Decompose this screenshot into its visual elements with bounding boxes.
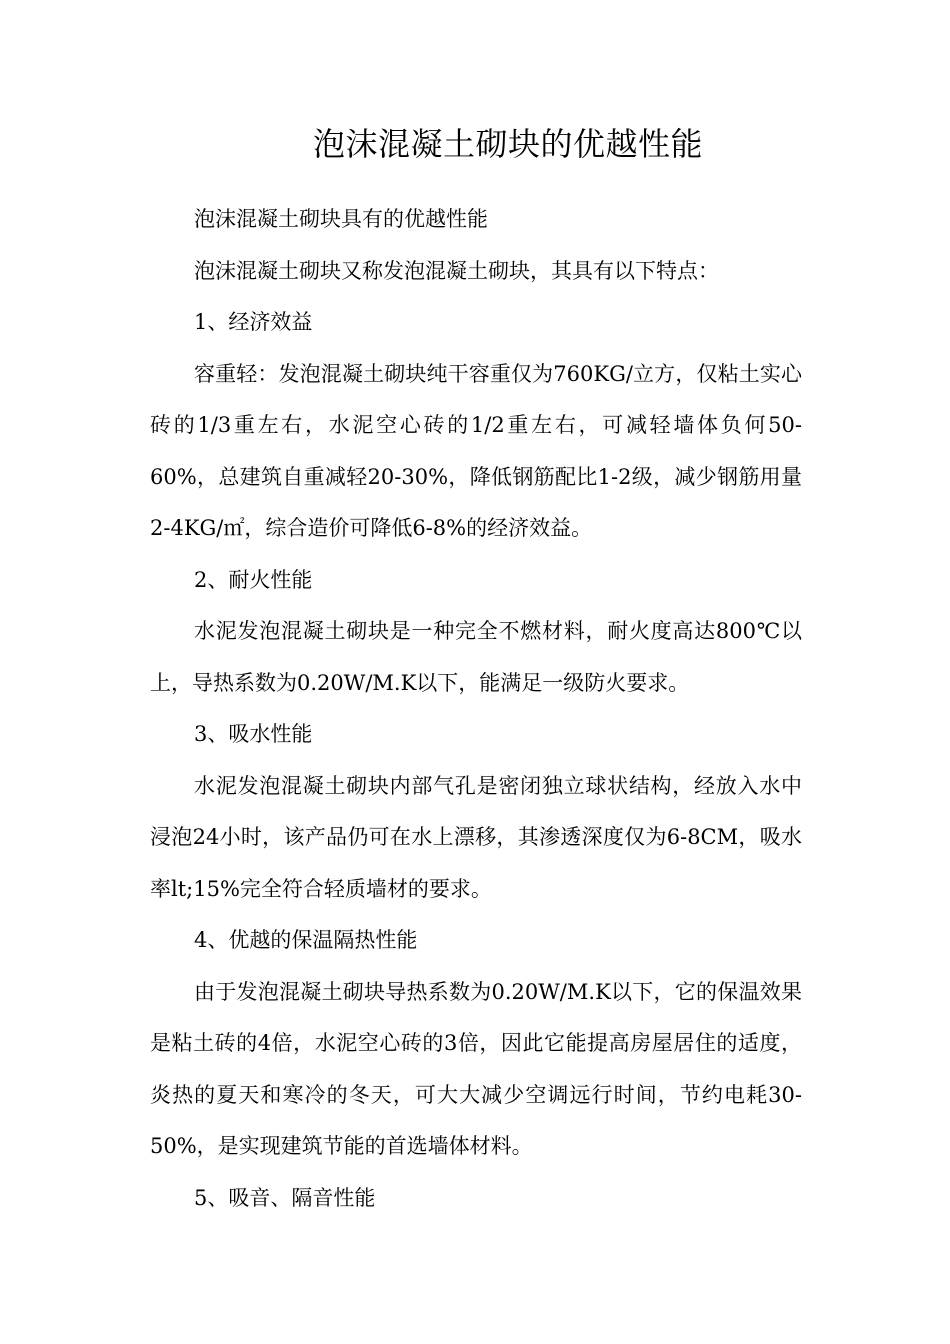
paragraph-water: 水泥发泡混凝土砌块内部气孔是密闭独立球状结构，经放入水中浸泡24小时，该产品仍可在水上漂移，其渗透深度仅为6-8CM，吸水率lt;15%完全符合轻质墙材的要求。 — [150, 773, 802, 901]
paragraph-economic: 容重轻：发泡混凝土砌块纯干容重仅为760KG/立方，仅粘土实心砖的1/3重左右，水泥空心砖的1/2重左右，可减轻墙体负何50-60%，总建筑自重减轻20-30%，降低钢筋配比1-2级，减少钢筋用量2-4KG/㎡，综合造价可降低6-8%的经济效益。 — [150, 361, 802, 540]
section-heading-water: 3、吸水性能 — [194, 722, 313, 746]
document-title: 泡沫混凝土砌块的优越性能 — [312, 125, 703, 163]
section-heading-insulation: 4、优越的保温隔热性能 — [194, 928, 418, 952]
document-body — [150, 194, 802, 1224]
section-heading-economic: 1、经济效益 — [194, 310, 313, 334]
paragraph-insulation: 由于发泡混凝土砌块导热系数为0.20W/M.K以下，它的保温效果是粘土砖的4倍，水泥空心砖的3倍，因此它能提高房屋居住的适度，炎热的夏天和寒冷的冬天，可大大减少空调远行时间，节约电耗30-50%，是实现建筑节能的首选墙体材料。 — [150, 979, 802, 1158]
paragraph-intro-heading: 泡沫混凝土砌块具有的优越性能 — [194, 207, 488, 231]
section-heading-acoustic: 5、吸音、隔音性能 — [194, 1185, 376, 1210]
paragraph-intro: 泡沫混凝土砌块又称发泡混凝土砌块，其具有以下特点： — [194, 258, 719, 283]
section-heading-fire: 2、耐火性能 — [194, 567, 313, 592]
paragraph-fire: 水泥发泡混凝土砌块是一种完全不燃材料，耐火度高达800℃以上，导热系数为0.20W/M.K以下，能满足一级防火要求。 — [150, 619, 802, 695]
